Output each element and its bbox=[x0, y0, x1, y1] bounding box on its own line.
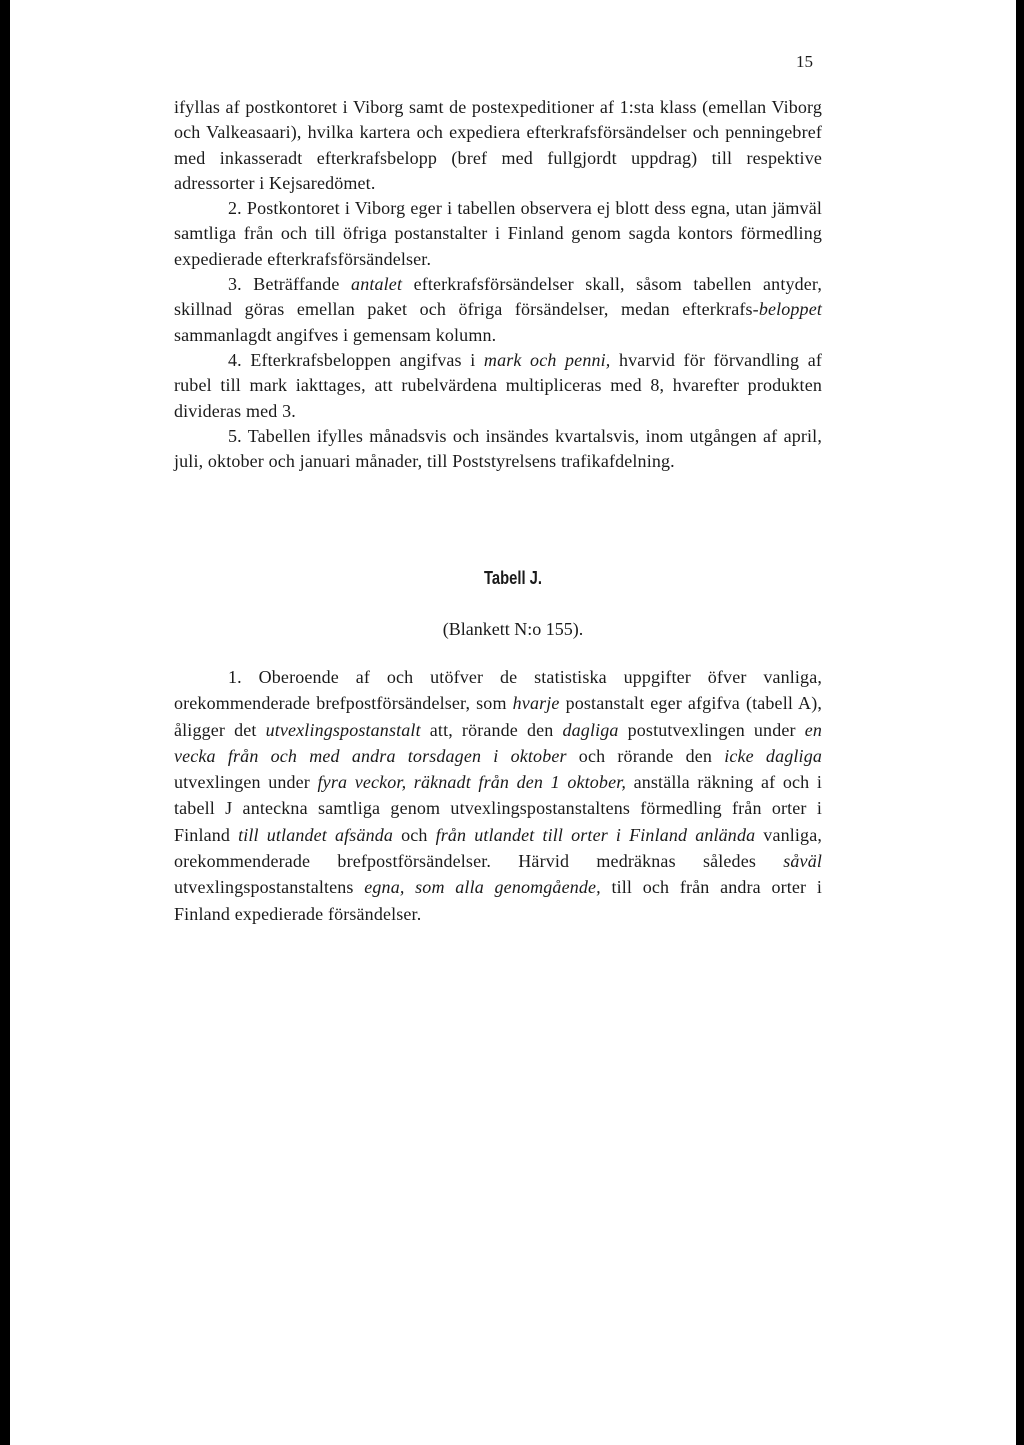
s1-text-s: utvexlingspostanstaltens bbox=[174, 877, 365, 898]
s1-emphasis-p: från utlandet till orter i Finland anlända bbox=[435, 824, 756, 845]
s1-emphasis-j: icke dagliga bbox=[724, 745, 822, 766]
s1-text-k: utvexlingen under bbox=[174, 772, 318, 793]
s1-emphasis-n: till utlandet afsända bbox=[238, 824, 394, 845]
item-3-text-1: 3. Beträffande bbox=[228, 274, 352, 295]
item-5-paragraph: 5. Tabellen ifylles månadsvis och insändes kvartalsvis, inom utgången af april, juli, oktober och januari månader, till Poststyrelsens trafikafdelning. bbox=[174, 425, 822, 472]
item-2-paragraph: 2. Postkontoret i Viborg eger i tabellen observera ej blott dess egna, utan jämväl samtliga från och till öfriga postanstalter i Finland genom sagda kontors förmedling expedierade efterkrafsförsändelser. bbox=[174, 198, 822, 269]
item-4-paragraph bbox=[174, 348, 822, 424]
item-3-emphasis-1: antalet bbox=[351, 274, 403, 295]
intro-paragraph: ifyllas af postkontoret i Viborg samt de postexpeditioner af 1:sta klass (emellan Viborg och Valkeasaari), hvilka kartera och expediera efterkrafsförsändelser och penningebref med inkasseradt efterkrafsbelopp (bref med fullgjordt uppdrag) till respektive adressorter i Kejsaredömet. bbox=[174, 97, 822, 193]
s1-emphasis-f: dagliga bbox=[562, 719, 619, 740]
document-page bbox=[10, 0, 1016, 1445]
s1-emphasis-b: hvarje bbox=[512, 693, 560, 714]
item-3-paragraph bbox=[174, 272, 822, 348]
s1-text-u: till och från andra orter i Finland expedierade försändelser. bbox=[174, 877, 823, 924]
table-title: Tabell J. bbox=[484, 568, 542, 588]
item-3-text-2: efterkrafsförsändelser skall, såsom tabellen antyder, skillnad göras emellan paket och öfriga försändelser, medan efterkrafs- bbox=[174, 274, 822, 320]
s1-emphasis-l: fyra veckor, räknadt från den 1 oktober, bbox=[317, 772, 627, 793]
s1-emphasis-h: en vecka från och med andra torsdagen i oktober bbox=[174, 719, 822, 766]
section-1-paragraph bbox=[174, 664, 822, 927]
item-3-emphasis-2: beloppet bbox=[758, 299, 822, 320]
item-4-emphasis: mark och penni, bbox=[483, 349, 611, 370]
s1-text-m: anställa räkning af och i tabell J anteckna samtliga genom utvexlingspostanstaltens förmedling från orter i Finland bbox=[174, 772, 822, 845]
page-number: 15 bbox=[796, 52, 813, 71]
table-j-section bbox=[174, 664, 822, 927]
form-reference: (Blankett N:o 155). bbox=[442, 619, 584, 639]
s1-text-c: postanstalt eger afgifva (tabell A), åligger det bbox=[174, 693, 822, 740]
s1-text-g: postutvexlingen under bbox=[618, 719, 805, 740]
s1-emphasis-d: utvexlingspostanstalt bbox=[265, 719, 421, 740]
item-4-text-2: hvarvid för förvandling af rubel till mark iakttages, att rubelvärdena multipliceras med 8, hvarefter produkten divideras med 3. bbox=[174, 349, 822, 421]
s1-text-e: att, rörande den bbox=[420, 719, 563, 740]
s1-text-q: vanliga, orekommenderade brefpostförsändelser. Härvid medräknas således bbox=[174, 824, 822, 872]
item-4-text-1: 4. Efterkrafsbeloppen angifvas i bbox=[228, 349, 484, 370]
instructions-section bbox=[174, 95, 822, 474]
s1-text-a: 1. Oberoende af och utöfver de statistiska uppgifter öfver vanliga, orekommenderade brefpostförsändelser, som bbox=[174, 667, 822, 714]
item-3-text-3: sammanlagdt angifves i gemensam kolumn. bbox=[174, 324, 497, 345]
s1-text-i: och rörande den bbox=[566, 745, 725, 766]
s1-emphasis-t: egna, som alla genomgående, bbox=[364, 877, 601, 898]
s1-text-o: och bbox=[393, 824, 436, 845]
s1-emphasis-r: såväl bbox=[783, 851, 822, 872]
